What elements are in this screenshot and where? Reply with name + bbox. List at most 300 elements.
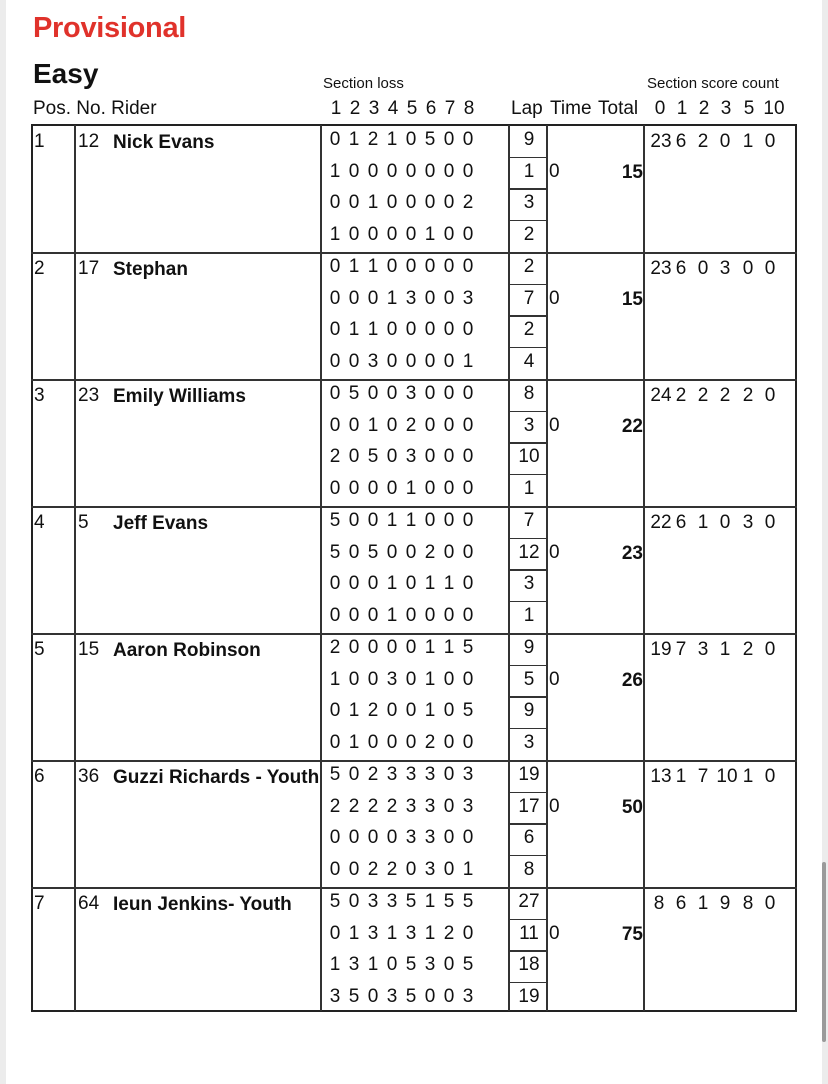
section-score: 0 <box>367 604 379 626</box>
rider-total: 75 <box>621 924 643 945</box>
section-score: 2 <box>348 795 360 817</box>
section-number-header: 4 <box>387 98 399 119</box>
section-score: 0 <box>367 985 379 1007</box>
score-count: 0 <box>764 131 776 152</box>
section-score: 0 <box>329 477 341 499</box>
section-score: 3 <box>462 764 474 785</box>
pos-no-rider-header: Pos. No. Rider <box>33 98 157 119</box>
section-score: 0 <box>348 446 360 468</box>
score-count: 8 <box>653 893 665 914</box>
section-score: 0 <box>462 510 474 531</box>
section-score: 0 <box>405 192 417 214</box>
section-score: 0 <box>329 731 341 753</box>
section-score: 5 <box>348 383 360 404</box>
section-score: 0 <box>386 223 398 245</box>
section-score: 5 <box>329 510 341 531</box>
class-title: Easy <box>33 58 99 89</box>
rider-block <box>0 506 828 633</box>
section-score: 0 <box>329 573 341 595</box>
score-count: 0 <box>764 639 776 660</box>
section-score: 5 <box>329 541 341 563</box>
score-count: 2 <box>675 385 687 406</box>
section-score: 0 <box>329 414 341 436</box>
score-count: 8 <box>742 893 754 914</box>
section-score: 3 <box>348 954 360 976</box>
section-score: 3 <box>405 922 417 944</box>
lap-row <box>0 601 828 632</box>
section-score: 0 <box>329 827 341 849</box>
section-score: 0 <box>405 223 417 245</box>
section-score: 0 <box>424 477 436 499</box>
section-score: 2 <box>367 700 379 722</box>
section-score: 1 <box>424 637 436 658</box>
section-score: 0 <box>386 954 398 976</box>
section-score: 0 <box>443 700 455 722</box>
section-score: 3 <box>405 827 417 849</box>
rider-divider <box>31 633 797 635</box>
score-count: 2 <box>697 131 709 152</box>
rider-divider <box>31 252 797 254</box>
section-score: 0 <box>348 573 360 595</box>
lap-row <box>0 950 828 981</box>
time-penalty: 0 <box>549 922 560 944</box>
score-count: 24 <box>650 385 672 406</box>
section-score: 1 <box>348 256 360 277</box>
section-score: 0 <box>462 446 474 468</box>
section-score: 0 <box>462 223 474 245</box>
section-score: 0 <box>443 256 455 277</box>
section-score: 5 <box>424 129 436 150</box>
section-score: 3 <box>386 764 398 785</box>
section-score: 0 <box>405 160 417 182</box>
section-score: 0 <box>405 700 417 722</box>
section-score: 3 <box>367 891 379 912</box>
section-score: 0 <box>348 891 360 912</box>
section-score: 0 <box>462 256 474 277</box>
rider-block <box>0 760 828 887</box>
section-score: 1 <box>443 573 455 595</box>
score-count: 7 <box>697 766 709 787</box>
rider-number: 17 <box>78 258 100 279</box>
score-count: 1 <box>719 639 731 660</box>
section-score: 0 <box>462 319 474 341</box>
score-count: 1 <box>742 766 754 787</box>
section-score: 0 <box>329 383 341 404</box>
section-score: 0 <box>424 604 436 626</box>
lap-total: 3 <box>523 573 535 595</box>
lap-row <box>0 157 828 188</box>
score-count-header: 10 <box>763 98 785 119</box>
section-number-header: 6 <box>425 98 437 119</box>
section-score: 0 <box>443 827 455 849</box>
section-score: 0 <box>348 604 360 626</box>
section-score: 0 <box>367 668 379 690</box>
section-number-header: 1 <box>330 98 342 119</box>
section-score: 0 <box>329 604 341 626</box>
section-score: 1 <box>367 192 379 214</box>
section-score: 0 <box>329 129 341 150</box>
section-score: 1 <box>424 573 436 595</box>
section-score: 0 <box>462 129 474 150</box>
score-count: 7 <box>675 639 687 660</box>
section-score: 3 <box>424 764 436 785</box>
section-score: 0 <box>405 731 417 753</box>
section-score: 0 <box>348 477 360 499</box>
lap-row <box>0 474 828 505</box>
section-score: 0 <box>367 287 379 309</box>
section-score: 5 <box>348 985 360 1007</box>
section-score: 1 <box>462 350 474 372</box>
section-score: 0 <box>367 827 379 849</box>
rider-number: 36 <box>78 766 100 787</box>
section-score: 0 <box>443 954 455 976</box>
section-score: 2 <box>329 637 341 658</box>
section-score: 5 <box>405 954 417 976</box>
score-count: 0 <box>764 893 776 914</box>
section-score: 0 <box>367 160 379 182</box>
section-score: 0 <box>424 383 436 404</box>
section-score: 0 <box>424 446 436 468</box>
lap-total: 4 <box>523 350 535 372</box>
section-score: 0 <box>386 541 398 563</box>
rider-total: 50 <box>621 797 643 818</box>
section-score: 1 <box>329 223 341 245</box>
section-score: 2 <box>462 192 474 214</box>
section-score: 0 <box>462 160 474 182</box>
section-score: 1 <box>348 700 360 722</box>
rider-divider <box>31 887 797 889</box>
lap-total: 2 <box>523 223 535 245</box>
section-score: 0 <box>348 287 360 309</box>
rider-total: 15 <box>621 289 643 310</box>
rider-name: Emily Williams <box>113 386 246 407</box>
section-score: 0 <box>462 668 474 690</box>
rider-name: Guzzi Richards - Youth <box>113 767 320 788</box>
lap-total: 17 <box>518 795 540 817</box>
score-count: 0 <box>719 512 731 533</box>
section-score: 2 <box>367 764 379 785</box>
section-score: 0 <box>348 637 360 658</box>
lap-total: 18 <box>518 954 540 976</box>
section-score: 1 <box>424 700 436 722</box>
section-score: 1 <box>367 414 379 436</box>
time-penalty: 0 <box>549 414 560 436</box>
section-score: 0 <box>386 383 398 404</box>
section-score: 0 <box>424 414 436 436</box>
section-score: 2 <box>424 731 436 753</box>
section-score: 2 <box>386 795 398 817</box>
section-score: 3 <box>424 858 436 880</box>
section-score: 0 <box>462 827 474 849</box>
lap-header: Lap <box>511 98 543 119</box>
section-score: 0 <box>367 731 379 753</box>
section-score: 1 <box>348 922 360 944</box>
score-count: 0 <box>764 258 776 279</box>
time-penalty: 0 <box>549 541 560 563</box>
section-score: 1 <box>367 319 379 341</box>
section-score: 0 <box>348 668 360 690</box>
score-count: 2 <box>697 385 709 406</box>
section-score: 3 <box>405 446 417 468</box>
section-score: 3 <box>424 827 436 849</box>
lap-total: 7 <box>523 287 535 309</box>
section-number-header: 2 <box>349 98 361 119</box>
section-score: 0 <box>348 350 360 372</box>
section-score: 1 <box>329 160 341 182</box>
section-score: 0 <box>386 319 398 341</box>
section-score: 0 <box>367 510 379 531</box>
rider-position: 1 <box>34 131 45 152</box>
rider-position: 4 <box>34 512 45 533</box>
section-score: 1 <box>386 510 398 531</box>
section-score: 0 <box>424 510 436 531</box>
section-score: 0 <box>386 160 398 182</box>
section-score: 0 <box>405 256 417 277</box>
rider-total: 22 <box>621 416 643 437</box>
rider-position: 2 <box>34 258 45 279</box>
lap-total: 1 <box>523 477 535 499</box>
section-score: 0 <box>424 192 436 214</box>
section-score: 0 <box>386 350 398 372</box>
section-score: 1 <box>424 922 436 944</box>
section-score: 1 <box>443 637 455 658</box>
section-score: 0 <box>386 414 398 436</box>
lap-row <box>0 728 828 759</box>
section-score: 5 <box>462 637 474 658</box>
lap-row <box>0 411 828 442</box>
section-score: 0 <box>329 192 341 214</box>
section-score: 5 <box>462 891 474 912</box>
section-score: 0 <box>329 858 341 880</box>
section-score: 3 <box>405 795 417 817</box>
section-score: 0 <box>462 541 474 563</box>
section-score: 0 <box>386 700 398 722</box>
section-score: 0 <box>348 414 360 436</box>
score-count: 3 <box>719 258 731 279</box>
section-score: 2 <box>386 858 398 880</box>
lap-total: 19 <box>518 985 540 1007</box>
section-score: 1 <box>348 319 360 341</box>
section-number-header: 8 <box>463 98 475 119</box>
lap-total: 1 <box>523 160 535 182</box>
lap-row <box>0 538 828 569</box>
lap-row <box>0 982 828 1013</box>
score-count: 22 <box>650 512 672 533</box>
rider-name: Ieun Jenkins- Youth <box>113 894 292 915</box>
section-score-count-label: Section score count <box>647 75 779 92</box>
section-score: 5 <box>405 891 417 912</box>
section-score: 1 <box>367 256 379 277</box>
section-score: 0 <box>443 383 455 404</box>
section-score: 3 <box>424 795 436 817</box>
time-penalty: 0 <box>549 795 560 817</box>
section-score: 1 <box>367 954 379 976</box>
section-score: 0 <box>386 731 398 753</box>
section-score: 0 <box>462 922 474 944</box>
lap-total: 27 <box>518 891 540 912</box>
section-score: 0 <box>424 160 436 182</box>
section-score: 0 <box>386 637 398 658</box>
rider-block <box>0 887 828 1014</box>
lap-row <box>0 823 828 854</box>
lap-total: 9 <box>523 637 535 658</box>
score-count: 6 <box>675 512 687 533</box>
rider-total: 26 <box>621 670 643 691</box>
section-score: 0 <box>462 414 474 436</box>
score-count: 1 <box>697 512 709 533</box>
section-score: 2 <box>367 858 379 880</box>
section-score: 3 <box>386 985 398 1007</box>
lap-total: 8 <box>523 383 535 404</box>
time-penalty: 0 <box>549 287 560 309</box>
section-score: 1 <box>329 668 341 690</box>
section-score: 0 <box>443 510 455 531</box>
lap-total: 12 <box>518 541 540 563</box>
score-count: 19 <box>650 639 672 660</box>
time-penalty: 0 <box>549 668 560 690</box>
section-score: 2 <box>367 795 379 817</box>
score-count: 6 <box>675 258 687 279</box>
section-score: 0 <box>348 510 360 531</box>
section-score: 3 <box>367 350 379 372</box>
section-score: 3 <box>367 922 379 944</box>
lap-row <box>0 220 828 251</box>
section-score: 3 <box>405 287 417 309</box>
section-score: 0 <box>462 383 474 404</box>
section-score: 1 <box>386 129 398 150</box>
score-count: 10 <box>716 766 738 787</box>
lap-row <box>0 665 828 696</box>
section-score: 0 <box>443 731 455 753</box>
lap-total: 10 <box>518 446 540 468</box>
lap-total: 3 <box>523 192 535 214</box>
section-score: 0 <box>329 287 341 309</box>
section-score: 0 <box>386 192 398 214</box>
score-count: 1 <box>675 766 687 787</box>
section-score: 0 <box>386 256 398 277</box>
section-score: 0 <box>443 129 455 150</box>
lap-row <box>0 347 828 378</box>
section-score: 3 <box>386 891 398 912</box>
section-score: 3 <box>462 287 474 309</box>
lap-total: 3 <box>523 414 535 436</box>
section-score: 3 <box>405 764 417 785</box>
rider-number: 12 <box>78 131 100 152</box>
lap-row <box>0 792 828 823</box>
section-score: 1 <box>405 477 417 499</box>
rider-position: 7 <box>34 893 45 914</box>
section-score: 0 <box>367 223 379 245</box>
section-score: 5 <box>367 541 379 563</box>
section-score: 5 <box>443 891 455 912</box>
rider-name: Jeff Evans <box>113 513 209 534</box>
score-count: 6 <box>675 893 687 914</box>
section-score: 0 <box>462 731 474 753</box>
section-score: 2 <box>405 414 417 436</box>
section-score: 0 <box>424 350 436 372</box>
lap-total: 6 <box>523 827 535 849</box>
section-score: 2 <box>443 922 455 944</box>
section-score: 1 <box>424 891 436 912</box>
section-score: 1 <box>424 668 436 690</box>
section-score: 3 <box>424 954 436 976</box>
section-score: 0 <box>348 192 360 214</box>
section-score: 0 <box>329 256 341 277</box>
section-score: 0 <box>424 985 436 1007</box>
section-score: 0 <box>367 637 379 658</box>
section-score: 0 <box>367 477 379 499</box>
lap-total: 11 <box>519 922 539 944</box>
score-count: 3 <box>742 512 754 533</box>
section-score: 1 <box>329 954 341 976</box>
section-score: 0 <box>405 541 417 563</box>
section-score: 0 <box>443 160 455 182</box>
rider-number: 64 <box>78 893 100 914</box>
section-score: 2 <box>424 541 436 563</box>
section-score: 0 <box>367 383 379 404</box>
section-score: 0 <box>462 573 474 595</box>
section-score: 0 <box>329 922 341 944</box>
section-score: 0 <box>386 446 398 468</box>
section-score: 3 <box>386 668 398 690</box>
total-header: Total <box>598 98 639 119</box>
rider-number: 15 <box>78 639 100 660</box>
score-count: 1 <box>697 893 709 914</box>
rider-total: 15 <box>621 162 643 183</box>
section-score: 0 <box>443 446 455 468</box>
section-score: 3 <box>462 985 474 1007</box>
section-score: 0 <box>348 223 360 245</box>
score-count: 6 <box>675 131 687 152</box>
rider-position: 6 <box>34 766 45 787</box>
rider-divider <box>31 379 797 381</box>
section-score: 1 <box>348 129 360 150</box>
score-count: 0 <box>764 385 776 406</box>
section-score: 0 <box>443 541 455 563</box>
section-score: 0 <box>443 668 455 690</box>
section-score: 0 <box>443 319 455 341</box>
lap-row <box>0 442 828 473</box>
lap-row <box>0 315 828 346</box>
section-score: 0 <box>348 764 360 785</box>
score-count: 23 <box>650 258 672 279</box>
section-score: 0 <box>443 223 455 245</box>
section-number-header: 3 <box>368 98 380 119</box>
section-score: 0 <box>405 319 417 341</box>
section-score: 0 <box>443 350 455 372</box>
section-score: 0 <box>405 573 417 595</box>
section-score: 5 <box>367 446 379 468</box>
score-count: 13 <box>650 766 672 787</box>
lap-total: 3 <box>523 731 535 753</box>
section-number-header: 5 <box>406 98 418 119</box>
rider-name: Stephan <box>113 259 188 280</box>
section-score: 3 <box>405 383 417 404</box>
section-score: 2 <box>367 129 379 150</box>
section-score: 0 <box>405 350 417 372</box>
section-score: 0 <box>348 827 360 849</box>
score-count-header: 2 <box>698 98 710 119</box>
section-score: 0 <box>443 858 455 880</box>
section-score: 0 <box>443 764 455 785</box>
section-score: 0 <box>348 858 360 880</box>
score-count: 9 <box>719 893 731 914</box>
section-score: 1 <box>348 731 360 753</box>
section-score: 0 <box>443 414 455 436</box>
lap-row <box>0 284 828 315</box>
section-score: 0 <box>329 350 341 372</box>
section-score: 0 <box>348 541 360 563</box>
